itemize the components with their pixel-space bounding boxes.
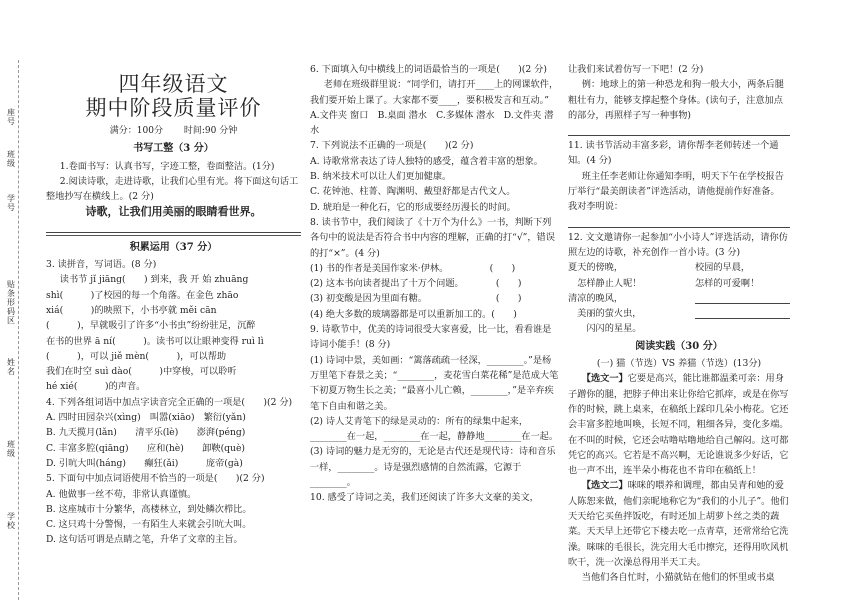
poem-line: 闪闪的星星。 [568,323,642,335]
writing-item-2: 2.阅读诗歌，走进诗歌，让我们心里有光。将下面这句话工整地抄写在横线上。(2 分) [46,175,299,203]
binding-margin [0,0,34,608]
reading-heading: 阅读实践（30 分） [635,340,723,352]
q8-item: (1) 书的作者是美国作家米·伊林。 ( ) [310,262,516,274]
text1-body: 它要是高兴，能比谁都温柔可亲：用身子蹭你的腿，把脖子伸出来让你给它抓痒，或是在你写作的时候，跳上桌来，在稿纸上踩印几朵小梅花。它还会丰富多腔地叫唤，长短不同，粗细各异，变化多端。在不叫的时候，它还会咕噜咕噜地给自己解闷。这可都凭它的高兴。它若是不高兴啊，无论谁说多少好话，它也一声不出，连半朵小梅花也不肯印在稿纸上！ [568,373,789,477]
q9-title: 9. 诗歌节中，优美的诗词很受大家喜爱，比一比，看看谁是诗词小能手！(8 分) [310,324,552,351]
q6-options: A.文件夹 窗口 B.桌面 潜水 C.多媒体 潜水 D.文件夹 潜水 [310,109,554,137]
q4-option: A. 四时田园杂兴(xìng) 叫嚣(xiāo) 繁衍(yǎn) [46,412,246,424]
copy-poem-line: 诗歌，让我们用美丽的眼睛看世界。 [85,205,262,219]
q12-title: 12. 文文邀请你一起参加“小小诗人”评选活动，请你仿照左边的诗歌，补充创作一首小诗。(3 分) [568,231,788,258]
q7-title: 7. 下列说法不正确的一项是( )(2 分) [310,140,474,152]
q4-option: C. 丰富多腔(qiāng) 应和(hè) 卸鞅(què) [46,442,245,454]
margin-label: 班级 [7,440,15,458]
divider [46,235,301,236]
margin-label: 座号 [7,108,15,126]
q5-option: C. 这只鸡十分警惕，一有陌生人来就会引吭大叫。 [46,519,252,531]
q9-item: (3) 诗词的魅力是无穷的，无论是古代还是现代诗：诗和音乐一样，________。诗是强烈感情的自然流露，它源于________。 [310,446,556,489]
q4-title: 4. 下列各组词语中加点字读音完全正确的一项是( )(2 分) [46,396,293,408]
answer-line[interactable] [568,215,790,228]
text1-label: 【选文一】 [581,373,628,385]
q10-title: 10. 感受了诗词之美，我们还阅读了许多大文豪的美文， [310,492,539,504]
text2-label: 【选文二】 [581,480,628,492]
q6-title: 6. 下面填入句中横线上的词语最恰当的一项是( )(2 分) [310,64,547,75]
q11-title: 11. 读书节活动丰富多彩，请你帮李老师转述一个通知。(4 分) [568,140,779,167]
q6-body: 老师在班级群里说：“同学们，请打开____上的网课软件，我们要开始上课了。大家都不要____，要积极发言和互动。” [310,79,559,106]
column-2 [310,62,560,606]
poem-line: 校园的早晨， [695,262,751,274]
section-heading: 积累运用（37 分） [129,241,218,253]
q3-line: 在书的世界 ā ní( )。读书可以让眼神变得 ruì lì [46,335,264,347]
answer-line[interactable] [568,123,790,136]
answer-line[interactable] [695,306,790,319]
q5-option: D. 这句话可谓是点睛之笔，升华了文章的主旨。 [46,534,243,546]
text1 [568,371,790,478]
q3-line: 我们在时空 suì dào( )中穿梭，可以聆听 [46,366,237,378]
q3-line: ( )，可以 jiě mèn( )，可以帮助 [46,350,227,362]
writing-item-1: 1.卷面书写：认真书写，字迹工整，卷面整洁。(1分) [59,160,275,172]
answer-line[interactable] [695,291,790,304]
q4-option: B. 九天揽月(lǎn) 清平乐(lè) 澎湃(péng) [46,427,246,439]
poem-line: 怎样的可爱啊！ [695,277,760,289]
q8-item: (4) 绝大多数的玻璃器都是可以重新加工的。( ) [310,308,517,320]
q8-item: (3) 初变酸是因为里面有糖。 ( ) [310,293,522,305]
q5-option: A. 他做事一丝不苟，非常认真谨慎。 [46,488,197,500]
answer-line[interactable] [46,220,301,233]
poem-right [695,260,790,336]
text2-tail: 当他们各自忙时，小猫就钻在他们的怀里或书桌 [581,572,775,584]
column-1 [46,62,301,606]
poem-line: 清凉的晚风， [568,292,624,304]
text2-body: 咪咪的喂养和调理，都由吴青和她的爱人陈恕来做，他们亲昵地称它为“我们的小儿子”。他们天天给它买鱼拌饭吃，有时还加上胡萝卜丝之类的蔬菜。天天早上还带它下楼去吃一点青草，还常常给它洗澡。咪咪的毛很长，洗完用大毛巾擦完，还得用吹风机吹干，洗一次澡总得用半天工夫。 [568,480,789,568]
q5-title: 5. 下面句中加点词语使用不恰当的一项是( )(2 分) [46,473,265,485]
q3-line: hé xié( )的声音。 [46,381,146,393]
q9-item: (1) 诗词中景，美如画：“篱落疏疏一径深，________。”是杨万里笔下春景之美；“________，麦花雪白菜花稀”是范成大笔下初夏万物生长之美；“最喜小儿亡赖，________，”是辛弃疾笔下自由和谐之美。 [310,354,559,412]
poem-left [568,260,642,336]
q3-line: xiá( )的映照下，小书亭就 měi cān [46,304,217,316]
q4-option: D. 引吭大叫(háng) 癫狂(ǎi) 庞帝(gà) [46,457,243,469]
poem-line: 夏天的傍晚， [568,262,624,274]
q7-option: A. 诗歌常常表达了诗人独特的感受，蕴含着丰富的想象。 [310,155,543,167]
column-3 [568,62,790,606]
reading-subheading: (一) 猫（节选）VS 养猫（节选）(13分) [596,358,762,370]
margin-label: 贴条形码区 [7,280,15,325]
q7-option: C. 花钟池、柱菁、陶渊明、戴望舒都是古代文人。 [310,186,516,198]
q3-line: 读书节 jǐ jiāng( ) 到来，我 开 始 zhuāng [59,274,249,286]
q5-option: B. 这座城市十分繁华，高楼林立，到处鳞次栉比。 [46,503,252,515]
poem-grid [568,260,790,336]
margin-label: 学校 [7,512,15,530]
q3-title: 3. 读拼音，写词语。(8 分) [46,259,157,271]
q3-line: ( )，早就吸引了许多“小书虫”纷纷驻足，沉醉 [46,320,256,332]
exam-title: 四年级语文 [118,72,229,96]
q11-body: 班主任李老师让你通知李明，明天下午在学校报告厅举行“最美朗读者”评选活动，请他提前作好准备。 [568,170,784,198]
q7-option: B. 纳米技术可以让人们更加健康。 [310,171,452,183]
q3-line: shì( )了校园的每一个角落。在金色 zhāo [46,289,239,301]
full-score: 满分：100分 [109,126,163,136]
binding-dash-line [18,60,19,600]
q11-prompt: 我对李明说： [568,201,624,213]
q7-option: D. 琥珀是一种化石，它的形成要经历漫长的时间。 [310,201,516,213]
q10-continuation: 让我们来试着仿写一下吧！(2 分) [568,64,704,75]
text2 [568,478,790,570]
margin-label: 姓名 [7,358,15,376]
poem-line: 美丽的萤火虫， [568,308,642,320]
score-line [46,124,301,139]
q10-example: 例：地球上的第一种恐龙和狗一般大小，两条后腿粗壮有力，能够支撑起整个身体。(读句子，注意加点的部分，再照样子写一种事物) [568,79,784,121]
time-limit: 时间:90 分钟 [183,126,238,136]
poem-line: 怎样静止人呢！ [568,277,642,289]
margin-label: 班级 [7,150,15,168]
q9-item: (2) 诗人艾青笔下的绿是灵动的：所有的绿集中起来，________在一起，________在一起，静静地________在一起。 [310,415,559,443]
margin-label: 学号 [7,194,15,212]
q8-title: 8. 读书节中，我们阅读了《十万个为什么》一书，判断下列各句中的说法是否符合书中内容的理解，正确的打“√”，错误的打“×”。(4 分) [310,216,555,259]
exam-subtitle: 期中阶段质量评价 [85,96,262,120]
writing-heading: 书写工整（3 分） [133,143,214,155]
q8-item: (2) 这本书向读者提出了十万个问题。 ( ) [310,278,522,290]
